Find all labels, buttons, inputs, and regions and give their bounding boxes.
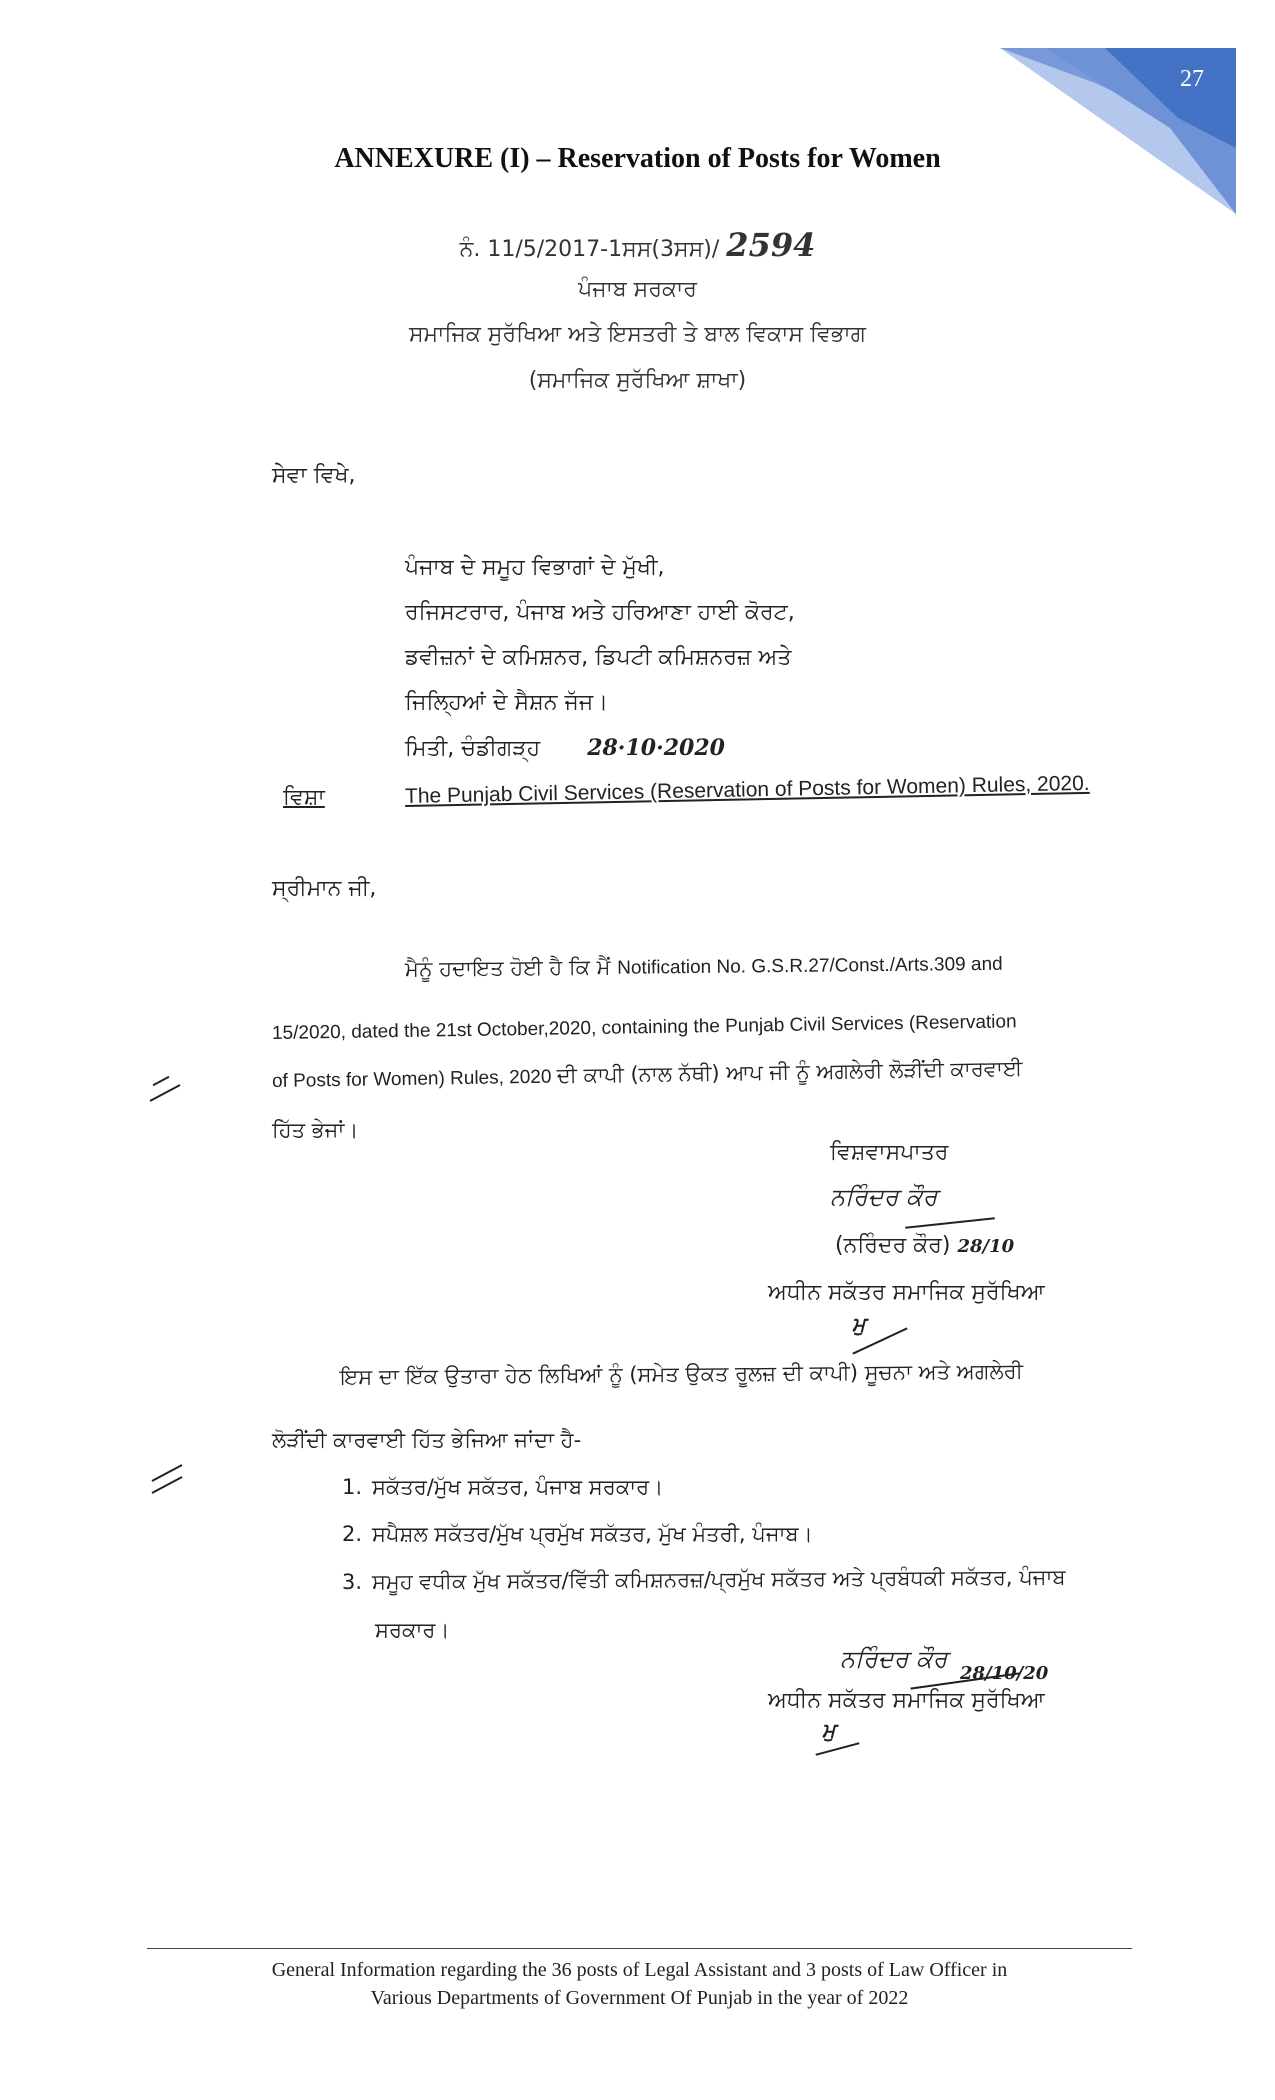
list-number: 1. bbox=[342, 1475, 363, 1499]
body-text-en: 15/2020, dated the 21st October,2020, containing the Punjab Civil Services (Reservation bbox=[271, 1011, 1017, 1044]
subject-label: ਵਿਸ਼ਾ bbox=[283, 785, 325, 810]
recipient: ਰਜਿਸਟਰਾਰ, ਪੰਜਾਬ ਅਤੇ ਹਰਿਆਣਾ ਹਾਈ ਕੋਰਟ, bbox=[405, 600, 795, 625]
greeting: ਸ੍ਰੀਮਾਨ ਜੀ, bbox=[272, 876, 377, 901]
footer-line-2: Various Departments of Government Of Punjab in the year of 2022 bbox=[370, 1987, 909, 2009]
list-text: ਸਮੂਹ ਵਧੀਕ ਮੁੱਖ ਸਕੱਤਰ/ਵਿੱਤੀ ਕਮਿਸ਼ਨਰਜ਼/ਪ੍ਰਮੁੱਖ ਸਕੱਤਰ ਅਤੇ ਪ੍ਰਬੰਧਕੀ ਸਕੱਤਰ, ਪੰਜਾਬ bbox=[371, 1564, 1066, 1594]
list-item bbox=[342, 1522, 813, 1547]
signatory-name bbox=[835, 1233, 1014, 1258]
list-item-continuation: ਸਰਕਾਰ। bbox=[375, 1618, 450, 1642]
subject-text: The Punjab Civil Services (Reservation of Posts for Women) Rules, 2020. bbox=[404, 771, 1090, 808]
reference-number bbox=[0, 226, 1275, 264]
recipient: ਜਿਲ੍ਹਿਆਂ ਦੇ ਸੈਸ਼ਨ ਜੱਜ। bbox=[405, 690, 609, 715]
recipient: ਪੰਜਾਬ ਦੇ ਸਮੂਹ ਵਿਭਾਗਾਂ ਦੇ ਮੁੱਖੀ, bbox=[405, 555, 665, 580]
handwritten-date: 28/10/20 bbox=[960, 1663, 1049, 1684]
margin-tick-mark bbox=[150, 1084, 181, 1102]
body-line-1 bbox=[405, 951, 1003, 982]
initials: ਮੁ bbox=[822, 1718, 836, 1742]
reference-printed: ਨੰ. 11/5/2017-1ਸਸ(3ਸਸ)/ bbox=[459, 237, 720, 262]
designation: ਅਧੀਨ ਸਕੱਤਰ ਸਮਾਜਿਕ ਸੁਰੱਖਿਆ bbox=[768, 1688, 1045, 1713]
handwritten-date: 28·10·2020 bbox=[587, 735, 725, 761]
body-text-pa: ਦੀ ਕਾਪੀ (ਨਾਲ ਨੱਥੀ) ਆਪ ਜੀ ਨੂੰ ਅਗਲੇਰੀ ਲੋੜੀਂਦੀ ਕਾਰਵਾਈ bbox=[556, 1056, 1023, 1088]
body-line-3 bbox=[272, 1056, 1023, 1093]
salutation-to: ਸੇਵਾ ਵਿਖੇ, bbox=[272, 463, 356, 488]
margin-tick-mark bbox=[153, 1076, 170, 1086]
date-label: ਮਿਤੀ, ਚੰਡੀਗੜ੍ਹ bbox=[405, 736, 541, 761]
body-text-pa: ਮੈਨੂੰ ਹਦਾਇਤ ਹੋਈ ਹੈ ਕਿ ਮੈਂ bbox=[404, 954, 618, 981]
list-number: 2. bbox=[342, 1522, 363, 1546]
footer-line-1: General Information regarding the 36 posts of Legal Assistant and 3 posts of Law Officer in bbox=[271, 1959, 1008, 1981]
endorsement-line-2: ਲੋੜੀਂਦੀ ਕਾਰਵਾਈ ਹਿੱਤ ਭੇਜਿਆ ਜਾਂਦਾ ਹੈ- bbox=[272, 1428, 582, 1452]
government-name: ਪੰਜਾਬ ਸਰਕਾਰ bbox=[578, 277, 697, 302]
footer-divider bbox=[147, 1948, 1132, 1949]
signature: ਨਰਿੰਦਰ ਕੌਰ bbox=[840, 1645, 948, 1673]
body-line-2 bbox=[272, 1008, 1017, 1045]
signatory-name-text: (ਨਰਿੰਦਰ ਕੌਰ) bbox=[835, 1233, 951, 1258]
page-number: 27 bbox=[1180, 66, 1204, 92]
department-name: ਸਮਾਜਿਕ ਸੁਰੱਖਿਆ ਅਤੇ ਇਸਤਰੀ ਤੇ ਬਾਲ ਵਿਕਾਸ ਵਿਭਾਗ bbox=[409, 322, 866, 347]
reference-handwritten: 2594 bbox=[726, 226, 816, 264]
list-text: ਸਪੈਸ਼ਲ ਸਕੱਤਰ/ਮੁੱਖ ਪ੍ਰਮੁੱਖ ਸਕੱਤਰ, ਮੁੱਖ ਮੰਤਰੀ, ਪੰਜਾਬ। bbox=[372, 1522, 813, 1546]
designation: ਅਧੀਨ ਸਕੱਤਰ ਸਮਾਜਿਕ ਸੁਰੱਖਿਆ bbox=[768, 1280, 1045, 1305]
body-line-4: ਹਿੱਤ ਭੇਜਾਂ। bbox=[272, 1118, 359, 1142]
closing: ਵਿਸ਼ਵਾਸਪਾਤਰ bbox=[830, 1140, 949, 1165]
handwritten-date: 28/10 bbox=[957, 1236, 1015, 1257]
signature: ਨਰਿੰਦਰ ਕੌਰ bbox=[830, 1183, 938, 1211]
annexure-title: ANNEXURE (I) – Reservation of Posts for Women bbox=[334, 143, 941, 174]
list-item bbox=[342, 1475, 663, 1500]
body-text-en: Notification No. G.S.R.27/Const./Arts.309 and bbox=[617, 953, 1003, 979]
recipient: ਡਵੀਜ਼ਨਾਂ ਦੇ ਕਮਿਸ਼ਨਰ, ਡਿਪਟੀ ਕਮਿਸ਼ਨਰਜ਼ ਅਤੇ bbox=[405, 645, 792, 670]
page-footer bbox=[147, 1956, 1132, 2012]
list-item bbox=[342, 1565, 1066, 1595]
list-number: 3. bbox=[341, 1569, 363, 1594]
date-line bbox=[405, 735, 725, 761]
body-text-en: of Posts for Women) Rules, 2020 bbox=[271, 1066, 557, 1092]
initials-stroke bbox=[816, 1742, 860, 1756]
endorsement-line-1: ਇਸ ਦਾ ਇੱਕ ਉਤਾਰਾ ਹੇਠ ਲਿਖਿਆਂ ਨੂੰ (ਸਮੇਤ ਉਕਤ ਰੂਲਜ਼ ਦੀ ਕਾਪੀ) ਸੂਚਨਾ ਅਤੇ ਅਗਲੇਰੀ bbox=[339, 1359, 1024, 1389]
initials: ਮੁ bbox=[852, 1312, 866, 1336]
signature-stroke bbox=[905, 1217, 995, 1228]
wing-name: (ਸਮਾਜਿਕ ਸੁਰੱਖਿਆ ਸ਼ਾਖਾ) bbox=[528, 368, 747, 393]
list-text: ਸਕੱਤਰ/ਮੁੱਖ ਸਕੱਤਰ, ਪੰਜਾਬ ਸਰਕਾਰ। bbox=[372, 1475, 664, 1499]
